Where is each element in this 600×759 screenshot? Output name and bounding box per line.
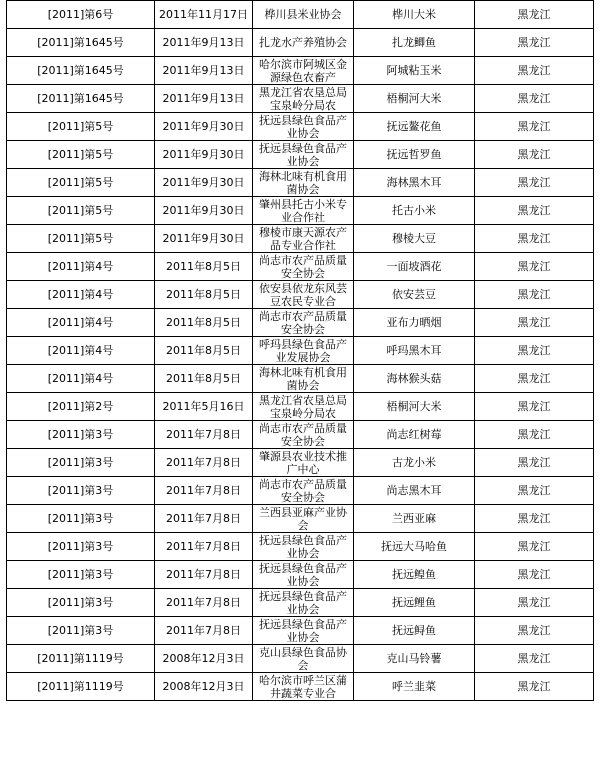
organization-cell — [253, 589, 354, 617]
table-row — [7, 589, 594, 617]
date-cell: 2011年9月30日 — [155, 169, 253, 197]
date-cell: 2008年12月3日 — [155, 673, 253, 701]
date-cell: 2008年12月3日 — [155, 645, 253, 673]
table-row — [7, 505, 594, 533]
registration-table — [6, 0, 594, 701]
organization-cell — [253, 505, 354, 533]
organization-text: 抚远县绿色食品产业协会 — [259, 533, 347, 560]
organization-cell — [253, 113, 354, 141]
product-cell: 克山马铃薯 — [354, 645, 475, 673]
product-cell: 古龙小米 — [354, 449, 475, 477]
date-cell: 2011年8月5日 — [155, 365, 253, 393]
date-cell: 2011年8月5日 — [155, 281, 253, 309]
organization-cell — [253, 449, 354, 477]
province-cell: 黑龙江 — [475, 253, 594, 281]
province-cell: 黑龙江 — [475, 85, 594, 113]
province-cell: 黑龙江 — [475, 1, 594, 29]
organization-cell — [253, 477, 354, 505]
organization-text: 抚远县绿色食品产业协会 — [259, 617, 347, 644]
organization-text: 穆棱市康天源农产品专业合作社 — [259, 225, 347, 252]
organization-text: 哈尔滨市呼兰区蒲井蔬菜专业合 — [259, 673, 347, 700]
organization-cell — [253, 225, 354, 253]
product-cell: 抚远鲤鱼 — [354, 589, 475, 617]
date-cell: 2011年11月17日 — [155, 1, 253, 29]
province-cell: 黑龙江 — [475, 169, 594, 197]
organization-text: 尚志市农产品质量安全协会 — [259, 309, 347, 336]
table-row — [7, 617, 594, 645]
date-cell: 2011年7月8日 — [155, 589, 253, 617]
organization-cell — [253, 29, 354, 57]
table-row — [7, 169, 594, 197]
doc-number-cell: [2011]第1645号 — [7, 57, 155, 85]
doc-number-cell: [2011]第5号 — [7, 141, 155, 169]
table-row — [7, 141, 594, 169]
table-row — [7, 561, 594, 589]
doc-number-cell: [2011]第3号 — [7, 589, 155, 617]
province-cell: 黑龙江 — [475, 589, 594, 617]
product-cell: 扎龙鲫鱼 — [354, 29, 475, 57]
organization-text: 尚志市农产品质量安全协会 — [259, 421, 347, 448]
product-cell: 亚布力晒烟 — [354, 309, 475, 337]
province-cell: 黑龙江 — [475, 141, 594, 169]
province-cell: 黑龙江 — [475, 29, 594, 57]
doc-number-cell: [2011]第1645号 — [7, 85, 155, 113]
doc-number-cell: [2011]第1645号 — [7, 29, 155, 57]
province-cell: 黑龙江 — [475, 421, 594, 449]
organization-text: 尚志市农产品质量安全协会 — [259, 477, 347, 504]
organization-cell — [253, 337, 354, 365]
organization-cell — [253, 673, 354, 701]
product-cell: 穆棱大豆 — [354, 225, 475, 253]
organization-cell — [253, 645, 354, 673]
organization-cell — [253, 421, 354, 449]
organization-cell — [253, 281, 354, 309]
province-cell: 黑龙江 — [475, 57, 594, 85]
organization-text: 海林北味有机食用菌协会 — [259, 365, 347, 392]
organization-cell — [253, 561, 354, 589]
table-row — [7, 477, 594, 505]
table-row — [7, 393, 594, 421]
date-cell: 2011年9月13日 — [155, 57, 253, 85]
product-cell: 兰西亚麻 — [354, 505, 475, 533]
province-cell: 黑龙江 — [475, 617, 594, 645]
organization-cell — [253, 253, 354, 281]
province-cell: 黑龙江 — [475, 113, 594, 141]
doc-number-cell: [2011]第4号 — [7, 365, 155, 393]
table-row — [7, 1, 594, 29]
date-cell: 2011年8月5日 — [155, 309, 253, 337]
organization-text: 黑龙江省农垦总局宝泉岭分局农 — [259, 393, 347, 420]
table-row — [7, 113, 594, 141]
doc-number-cell: [2011]第5号 — [7, 225, 155, 253]
doc-number-cell: [2011]第4号 — [7, 253, 155, 281]
date-cell: 2011年9月30日 — [155, 225, 253, 253]
date-cell: 2011年8月5日 — [155, 253, 253, 281]
province-cell: 黑龙江 — [475, 673, 594, 701]
date-cell: 2011年9月30日 — [155, 141, 253, 169]
doc-number-cell: [2011]第1119号 — [7, 673, 155, 701]
organization-text: 海林北味有机食用菌协会 — [259, 169, 347, 196]
province-cell: 黑龙江 — [475, 365, 594, 393]
doc-number-cell: [2011]第4号 — [7, 309, 155, 337]
date-cell: 2011年7月8日 — [155, 561, 253, 589]
doc-number-cell: [2011]第3号 — [7, 449, 155, 477]
province-cell: 黑龙江 — [475, 225, 594, 253]
product-cell: 呼兰韭菜 — [354, 673, 475, 701]
organization-text: 肇源县农业技术推广中心 — [259, 449, 347, 476]
organization-cell — [253, 393, 354, 421]
doc-number-cell: [2011]第3号 — [7, 617, 155, 645]
organization-cell — [253, 533, 354, 561]
organization-cell — [253, 309, 354, 337]
product-cell: 一面坡酒花 — [354, 253, 475, 281]
province-cell: 黑龙江 — [475, 449, 594, 477]
organization-cell — [253, 141, 354, 169]
product-cell: 阿城粘玉米 — [354, 57, 475, 85]
date-cell: 2011年9月13日 — [155, 85, 253, 113]
organization-cell — [253, 365, 354, 393]
date-cell: 2011年7月8日 — [155, 421, 253, 449]
doc-number-cell: [2011]第3号 — [7, 505, 155, 533]
table-row — [7, 533, 594, 561]
date-cell: 2011年7月8日 — [155, 533, 253, 561]
organization-cell — [253, 1, 354, 29]
table-row — [7, 421, 594, 449]
organization-text: 黑龙江省农垦总局宝泉岭分局农 — [259, 85, 347, 112]
doc-number-cell: [2011]第1119号 — [7, 645, 155, 673]
date-cell: 2011年7月8日 — [155, 617, 253, 645]
doc-number-cell: [2011]第5号 — [7, 197, 155, 225]
table-row — [7, 645, 594, 673]
organization-text: 肇州县托古小米专业合作社 — [259, 197, 347, 224]
province-cell: 黑龙江 — [475, 505, 594, 533]
organization-text: 呼玛县绿色食品产业发展协会 — [259, 337, 347, 364]
date-cell: 2011年7月8日 — [155, 477, 253, 505]
doc-number-cell: [2011]第5号 — [7, 169, 155, 197]
table-row — [7, 673, 594, 701]
organization-text: 扎龙水产养殖协会 — [259, 36, 347, 49]
table-row — [7, 85, 594, 113]
table-row — [7, 281, 594, 309]
organization-text: 抚远县绿色食品产业协会 — [259, 589, 347, 616]
product-cell: 抚远鲟鱼 — [354, 617, 475, 645]
province-cell: 黑龙江 — [475, 477, 594, 505]
organization-cell — [253, 57, 354, 85]
table-row — [7, 309, 594, 337]
organization-text: 抚远县绿色食品产业协会 — [259, 561, 347, 588]
product-cell: 托古小米 — [354, 197, 475, 225]
organization-cell — [253, 197, 354, 225]
table-row — [7, 29, 594, 57]
province-cell: 黑龙江 — [475, 337, 594, 365]
organization-text: 尚志市农产品质量安全协会 — [259, 253, 347, 280]
table-body — [7, 1, 594, 701]
province-cell: 黑龙江 — [475, 561, 594, 589]
organization-cell — [253, 85, 354, 113]
province-cell: 黑龙江 — [475, 197, 594, 225]
doc-number-cell: [2011]第2号 — [7, 393, 155, 421]
table-row — [7, 365, 594, 393]
product-cell: 呼玛黑木耳 — [354, 337, 475, 365]
organization-text: 依安县依龙东风芸豆农民专业合 — [259, 281, 347, 308]
doc-number-cell: [2011]第5号 — [7, 113, 155, 141]
province-cell: 黑龙江 — [475, 393, 594, 421]
product-cell: 抚远哲罗鱼 — [354, 141, 475, 169]
date-cell: 2011年9月13日 — [155, 29, 253, 57]
table-row — [7, 225, 594, 253]
organization-text: 哈尔滨市阿城区金源绿色农畜产 — [259, 57, 347, 84]
table-row — [7, 449, 594, 477]
product-cell: 依安芸豆 — [354, 281, 475, 309]
date-cell: 2011年8月5日 — [155, 337, 253, 365]
date-cell: 2011年9月30日 — [155, 197, 253, 225]
province-cell: 黑龙江 — [475, 645, 594, 673]
doc-number-cell: [2011]第3号 — [7, 477, 155, 505]
province-cell: 黑龙江 — [475, 281, 594, 309]
doc-number-cell: [2011]第3号 — [7, 421, 155, 449]
organization-text: 兰西县亚麻产业协会 — [259, 505, 347, 532]
organization-text: 抚远县绿色食品产业协会 — [259, 113, 347, 140]
organization-text: 抚远县绿色食品产业协会 — [259, 141, 347, 168]
province-cell: 黑龙江 — [475, 533, 594, 561]
table-row — [7, 197, 594, 225]
date-cell: 2011年9月30日 — [155, 113, 253, 141]
product-cell: 抚远鳇鱼 — [354, 561, 475, 589]
product-cell: 梧桐河大米 — [354, 85, 475, 113]
doc-number-cell: [2011]第6号 — [7, 1, 155, 29]
organization-text: 桦川县米业协会 — [264, 8, 342, 21]
doc-number-cell: [2011]第3号 — [7, 561, 155, 589]
product-cell: 抚远鳌花鱼 — [354, 113, 475, 141]
product-cell: 海林猴头菇 — [354, 365, 475, 393]
organization-cell — [253, 617, 354, 645]
organization-text: 克山县绿色食品协会 — [259, 645, 347, 672]
doc-number-cell: [2011]第4号 — [7, 337, 155, 365]
doc-number-cell: [2011]第4号 — [7, 281, 155, 309]
product-cell: 尚志红树莓 — [354, 421, 475, 449]
document-page — [6, 0, 594, 701]
organization-cell — [253, 169, 354, 197]
product-cell: 尚志黑木耳 — [354, 477, 475, 505]
province-cell: 黑龙江 — [475, 309, 594, 337]
product-cell: 桦川大米 — [354, 1, 475, 29]
date-cell: 2011年5月16日 — [155, 393, 253, 421]
product-cell: 梧桐河大米 — [354, 393, 475, 421]
table-row — [7, 253, 594, 281]
doc-number-cell: [2011]第3号 — [7, 533, 155, 561]
date-cell: 2011年7月8日 — [155, 449, 253, 477]
product-cell: 抚远大马哈鱼 — [354, 533, 475, 561]
product-cell: 海林黑木耳 — [354, 169, 475, 197]
table-row — [7, 57, 594, 85]
table-row — [7, 337, 594, 365]
date-cell: 2011年7月8日 — [155, 505, 253, 533]
